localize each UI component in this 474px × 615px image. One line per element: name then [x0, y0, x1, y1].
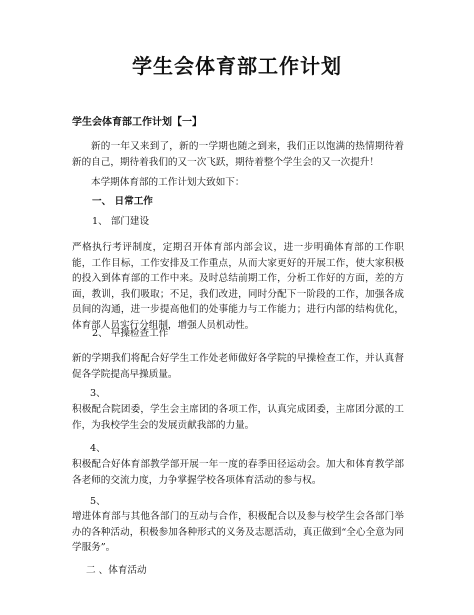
item-body-morning-exercise: 新的学期我们将配合好学生工作处老师做好各学院的早操检查工作，并认真督促各学院提高早操质量。	[72, 353, 404, 380]
item-number-5: 5、	[90, 496, 106, 507]
section-heading-sports-activities: 二 、体育活动	[86, 565, 147, 576]
item-number-3: 3、	[90, 388, 106, 399]
item-heading-morning-exercise: 2、 早操检查工作	[92, 328, 169, 339]
item-body-3: 积极配合院团委，学生会主席团的各项工作，认真完成团委，主席团分派的工作，为我校学生会的发展贡献我部的力量。	[72, 404, 404, 431]
item-body-4: 积极配合好体育部教学部开展一年一度的春季田径运动会。加大和体育教学部各老师的交流力度，力争掌握学校各项体育活动的参与权。	[72, 459, 404, 486]
item-body-department-building: 严格执行考评制度，定期召开体育部内部会议，进一步明确体育部的工作职能，工作目标，工作安排及工作重点，从而大家更好的开展工作，使大家积极的投入到体育部的工作中来。及时总结前期工作，分析工作好的方面，差的方面，教训，我们吸取；不足，我们改进，同时分配下一阶段的工作，加强各成员间的沟通，进一步提高他们的处事能力与工作能力；进行内部的结构优化，体育部人员实行分组制，增强人员机动性。	[72, 242, 404, 331]
document-title: 学生会体育部工作计划	[132, 54, 342, 78]
item-heading-department-building: 1、 部门建设	[92, 216, 150, 227]
section-subtitle: 学生会体育部工作计划【一】	[72, 117, 202, 128]
summary-paragraph: 本学期体育部的工作计划大致如下：	[91, 177, 245, 188]
intro-paragraph: 新的一年又来到了，新的一学期也随之到来，我们正以饱满的热情期待着新的自己，期待着我们的又一次飞跃，期待着整个学生会的又一次提升！	[72, 141, 404, 168]
section-heading-daily-work: 一、 日常工作	[92, 196, 153, 207]
item-body-5: 增进体育部与其他各部门的互动与合作，积极配合以及参与校学生会各部门举办的各种活动，积极参加各种形式的义务及志愿活动，真正做到“全心全意为同学服务”。	[72, 511, 404, 553]
item-number-4: 4、	[90, 443, 106, 454]
